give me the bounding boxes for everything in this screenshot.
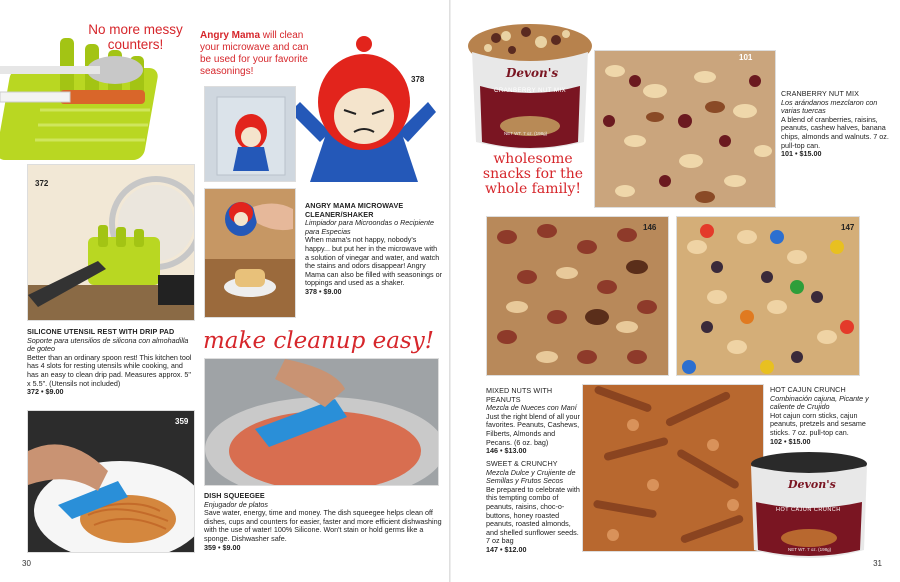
- product-desc: Hot cajun corn sticks, cajun peanuts, pretzels and sesame sticks. 7 oz. pull-top can.: [770, 410, 866, 437]
- cajun-can-label: HOT CAJUN CRUNCH: [776, 507, 841, 513]
- product-number-378: 378: [408, 74, 427, 85]
- product-title: HOT CAJUN CRUNCH: [770, 385, 846, 394]
- page-number-right: 31: [873, 559, 882, 568]
- angry-mama-intro-rest: will clean your microwave and can be used for your favorite seasonings!: [200, 30, 309, 77]
- product-spanish: Los arándanos mezclaron con varias tuercas: [781, 97, 878, 116]
- hot-cajun-photo: [582, 384, 764, 552]
- product-number-146: 146: [643, 223, 657, 232]
- product-spanish: Limpiador para Microondas o Recipiente para Especias: [305, 218, 435, 236]
- angry-mama-shaker-photo: [204, 188, 296, 318]
- product-price: 146 • $13.00: [486, 446, 527, 456]
- product-number-372: 372: [35, 179, 49, 188]
- squeegee-pan-photo: [204, 358, 439, 486]
- product-angry-mama: [305, 202, 443, 297]
- hot-cajun-can: [748, 450, 870, 562]
- product-dish-squeegee: [204, 492, 442, 552]
- sweet-crunchy-photo: [676, 216, 860, 376]
- product-title: DISH SQUEEGEE: [204, 491, 265, 500]
- product-price: 147 • $12.00: [486, 544, 527, 554]
- product-desc: A blend of cranberries, raisins, peanuts, cashew halves, banana chips, almonds and walnuts. 7 oz. pull-top can.: [781, 114, 889, 150]
- product-cranberry-nut-mix: [781, 90, 893, 159]
- cranberry-can-brand: Devon's: [506, 66, 559, 80]
- product-title: MIXED NUTS WITH PEANUTS: [486, 386, 553, 404]
- product-number-359: 359: [175, 417, 189, 426]
- page-number-left: 30: [22, 559, 31, 568]
- product-title: SILICONE UTENSIL REST WITH DRIP PAD: [27, 327, 175, 336]
- no-messy-counters-headline: No more messy counters!: [88, 22, 183, 52]
- product-number-147: 147: [841, 223, 855, 232]
- product-hot-cajun: [770, 386, 880, 446]
- page-spine: [449, 0, 451, 582]
- angry-mama-microwave-photo: [204, 86, 296, 182]
- product-price: 378 • $9.00: [305, 286, 342, 296]
- product-number-101: 101: [739, 53, 753, 62]
- mixed-nuts-photo: [486, 216, 669, 376]
- product-spanish: Combinación cajuna, Picante y caliente de Crujido: [770, 393, 869, 412]
- cranberry-can-weight: NET WT. 7 oz. (198g): [504, 131, 548, 136]
- product-price: 102 • $15.00: [770, 436, 811, 446]
- product-spanish: Mezcla Dulce y Crujiente de Semillas y Frutos Secos: [486, 467, 576, 486]
- product-utensil-rest: [27, 328, 192, 397]
- squeegee-plate-photo: [27, 410, 195, 553]
- product-spanish: Mezcla de Nueces con Maní: [486, 403, 577, 413]
- wholesome-snacks-tagline: wholesome snacks for the whole family!: [482, 151, 584, 197]
- product-title: SWEET & CRUNCHY: [486, 459, 558, 468]
- angry-mama-intro-bold: Angry Mama: [200, 30, 261, 41]
- cranberry-can-label: CRANBERRY NUT MIX: [494, 88, 567, 94]
- product-desc: Save water, energy, time and money. The dish squeegee helps clean off dishes, cups and counters for easier, faster and more efficient dishwashing with the use of water! 100% Silicone. Won't stain or hold germs like a sponge. Dishwasher safe.: [204, 508, 442, 543]
- product-price: 359 • $9.00: [204, 542, 241, 552]
- product-title: ANGRY MAMA MICROWAVE CLEANER/SHAKER: [305, 201, 404, 219]
- make-cleanup-easy-headline: make cleanup easy!: [203, 328, 434, 354]
- product-desc: Better than an ordinary spoon rest! This kitchen tool has 4 slots for resting utensils while cooking, and has an easy to clean drip pad. Measures approx. 5" x 5.5". (Utensils not included): [27, 352, 192, 388]
- angry-mama-large-image: [290, 32, 438, 192]
- product-desc: Just the right blend of all your favorites. Peanuts, Cashews, Filberts, Almonds and Pecans. (6 oz. bag): [486, 411, 580, 447]
- product-price: 372 • $9.00: [27, 387, 64, 397]
- product-spanish: Enjugador de platos: [204, 499, 268, 509]
- cajun-can-brand: Devon's: [788, 478, 836, 491]
- product-spanish: Soporte para utensilios de silicona con almohadilla de goteo: [27, 335, 189, 354]
- product-sweet-crunchy: [486, 460, 581, 555]
- product-desc: Be prepared to celebrate with this tempting combo of peanuts, raisins, choc-o-buttons, honey roasted peanuts, roasted almonds, and shelled sunflower seeds. 7 oz bag: [486, 484, 580, 546]
- product-mixed-nuts: [486, 387, 581, 456]
- cranberry-nut-photo: [594, 50, 776, 208]
- cajun-can-weight: NET WT. 7 oz. (198g): [788, 547, 832, 552]
- utensil-rest-photo: [27, 164, 195, 321]
- product-desc: When mama's not happy, nobody's happy... but put her in the microwave with a solution of vinegar and water, and watch the stains and odors disappear! Angry Mama can also be filled with seasonings or toppings and used as a shaker.: [305, 235, 443, 288]
- product-title: CRANBERRY NUT MIX: [781, 89, 859, 98]
- product-price: 101 • $15.00: [781, 149, 822, 159]
